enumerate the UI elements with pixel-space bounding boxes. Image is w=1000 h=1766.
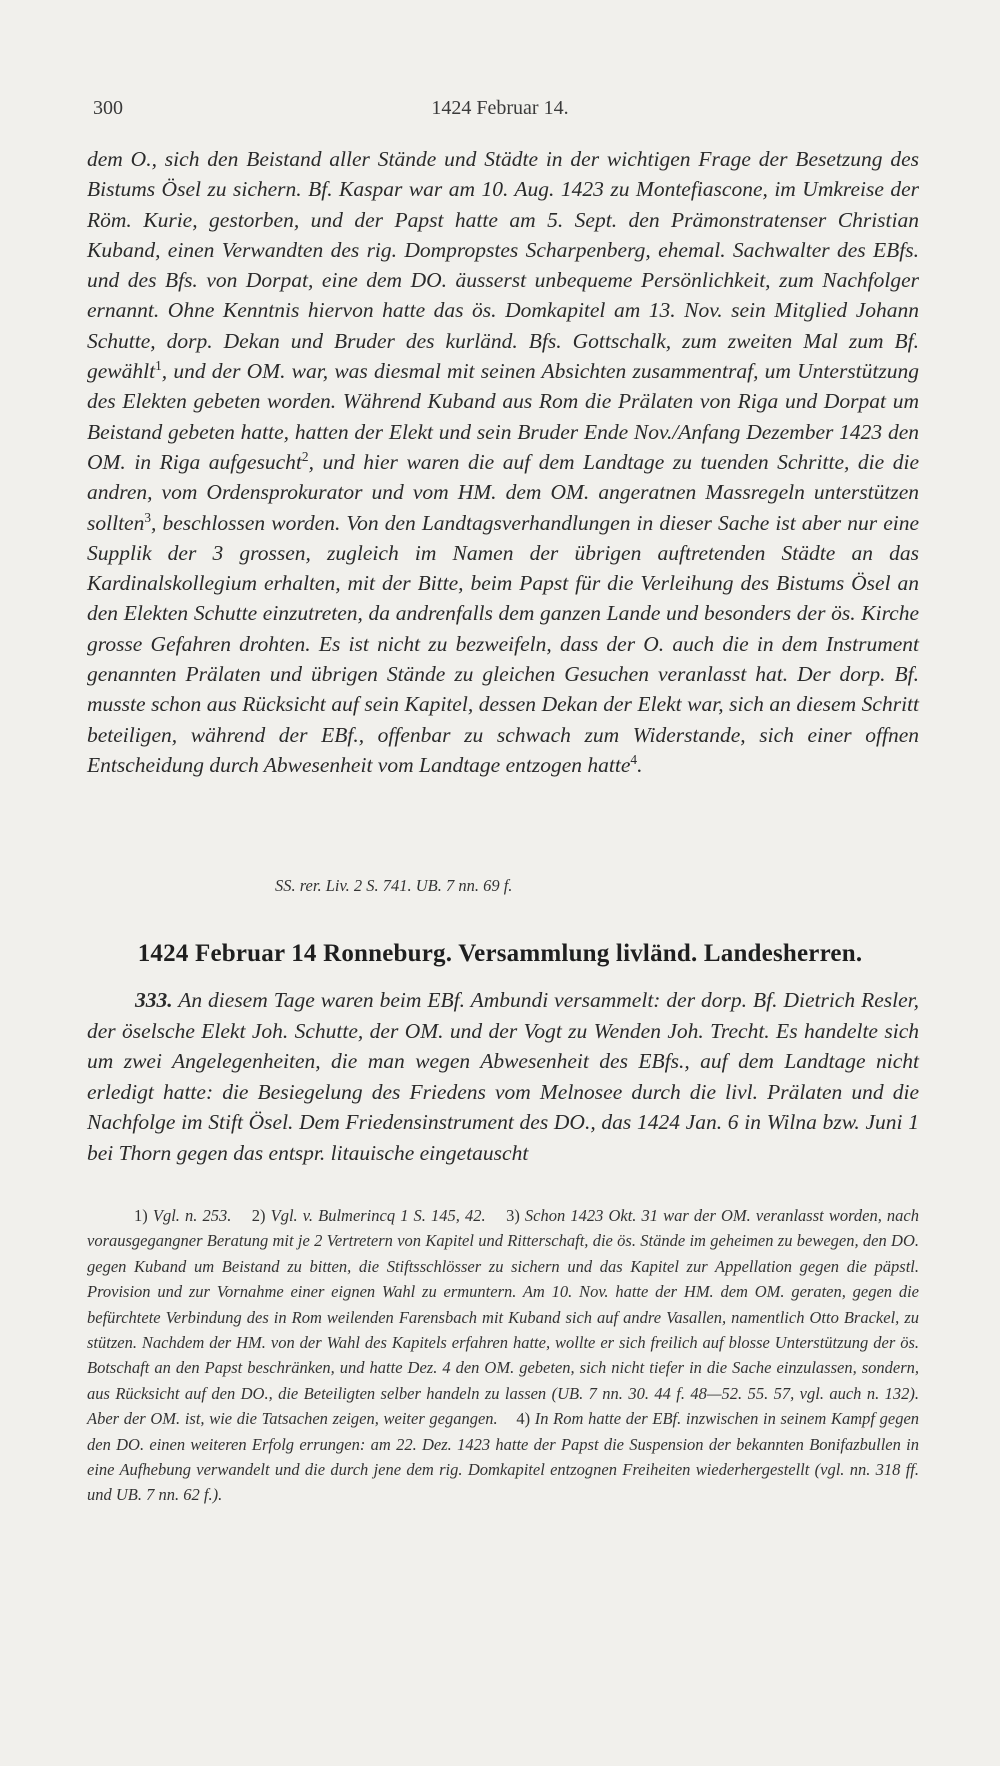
text-segment: . [637,752,643,777]
footnote-ref: 1 [155,357,162,373]
previous-entry-paragraph [87,144,919,780]
footnote-mark: 3) [506,1206,520,1225]
footnotes-paragraph [87,1203,919,1508]
text-segment: , beschlossen worden. Von den Landtagsverhandlungen in dieser Sache ist aber nur eine Supplik der 3 grossen, zugleich im Namen der übrigen auftretenden Städte an das Kardinalskollegium erhalten, mit der Bitte, beim Papst für die Verleihung des Bistums Ösel an den Elekten Schutte einzutreten, da andrenfalls dem ganzen Lande und besonders der ös. Kirche grosse Gefahren drohten. Es ist nicht zu bezweifeln, dass der O. auch die in dem Instrument genannten Prälaten und übrigen Stände zu gleichen Gesuchen veranlasst hat. Der dorp. Bf. musste schon aus Rücksicht auf sein Kapitel, dessen Dekan der Elekt war, sich an diesem Schritt beteiligen, während der EBf., offenbar zu schwach zum Widerstande, sich einer offnen Entscheidung durch Abwesenheit vom Landtage entzogen hatte [87,510,919,777]
footnote-ref: 3 [144,509,152,525]
footnote-ref: 2 [301,448,309,464]
page-header [0,97,1000,127]
footnote-ref: 4 [630,751,638,767]
document-heading: 1424 Februar 14 Ronneburg. Versammlung livländ. Landesherren. [137,940,863,967]
entry-text: An diesem Tage waren beim EBf. Ambundi versammelt: der dorp. Bf. Dietrich Resler, der öselsche Elekt Joh. Schutte, der OM. und der Vogt zu Wenden Joh. Trecht. Es handelte sich um zwei Angelegenheiten, die man wegen Abwesenheit des EBfs., auf dem Landtage nicht erledigt hatte: die Besiegelung des Friedens vom Melnosee durch die livl. Prälaten und die Nachfolge im Stift Ösel. Dem Friedensinstrument des DO., das 1424 Jan. 6 in Wilna bzw. Juni 1 bei Thorn gegen das entspr. litauische eingetauscht [87,988,919,1165]
previous-entry-text [87,144,919,780]
source-references: SS. rer. Liv. 2 S. 741. UB. 7 nn. 69 f. [275,876,513,895]
page-number: 300 [93,97,123,119]
text-segment: , und hier waren die auf dem Landtage zu tuenden Schritte, die die andren, vom Ordensprokurator und vom HM. dem OM. angeratnen Massregeln unterstützen sollten [87,449,919,535]
footnote-1: Vgl. n. 253. [152,1206,232,1225]
footnote-2: Vgl. v. Bulmerincq 1 S. 145, 42. [270,1206,486,1225]
footnote-3: Schon 1423 Okt. 31 war der OM. veranlasst worden, nach vorausgegangner Beratung mit je 2 Vertretern von Kapitel und Ritterschaft, die ös. Stände im geheimen zu bewegen, den DO. gegen Kuband um Beistand zu bitten, die Stiftsschlösser zu sichern und das Kapitel zur Appellation gegen die päpstl. Provision und zur Vornahme einer eignen Wahl zu ermuntern. Am 10. Nov. hatte der HM. dem OM. geraten, gegen die befürchtete Verbindung des in Rom weilenden Farensbach mit Kuband sich auf andre Vasallen, namentlich Otto Brackel, zu stützen. Nachdem der HM. von der Wahl des Kapitels erfahren hatte, wollte er sich freilich auf blosse Unterstützung der ös. Botschaft an den Papst beschränken, und hatte Dez. 4 den OM. gebeten, sich nicht tiefer in die Sache einzulassen, sondern, aus Rücksicht auf den DO., die Beteiligten selber handeln zu lassen (UB. 7 nn. 30. 44 f. 48—52. 55. 57, vgl. auch n. 132). Aber der OM. ist, wie die Tatsachen zeigen, weiter gegangen. [87,1206,920,1429]
entry-number: 333. [135,988,173,1012]
running-head: 1424 Februar 14. [431,97,569,119]
footnote-mark: 2) [251,1206,266,1225]
footnote-mark: 1) [134,1206,148,1225]
footnote-4: In Rom hatte der EBf. inzwischen in seinem Kampf gegen den DO. einen weiteren Erfolg errungen: am 22. Dez. 1423 hatte der Papst die Suspension der bekannten Bonifazbullen in eine Aufhebung verwandelt und die durch jene dem rig. Domkapitel entzognen Freiheiten wiederhergestellt (vgl. nn. 318 ff. und UB. 7 nn. 62 f.). [87,1409,920,1505]
text-segment: , und der OM. war, was diesmal mit seinen Absichten zusammentraf, um Unterstützung des Elekten gebeten worden. Während Kuband aus Rom die Prälaten von Riga und Dorpat um Beistand gebeten hatte, hatten der Elekt und sein Bruder Ende Nov./Anfang Dezember 1423 den OM. in Riga aufgesucht [87,359,919,474]
entry-paragraph [87,985,919,1168]
footnote-mark: 4) [516,1409,531,1429]
entry-333 [87,985,919,1168]
footnotes [87,1203,919,1508]
text-segment: dem O., sich den Beistand aller Stände und Städte in der wichtigen Frage der Besetzung des Bistums Ösel zu sichern. Bf. Kaspar war am 10. Aug. 1423 zu Montefiascone, im Umkreise der Röm. Kurie, gestorben, und der Papst hatte am 5. Sept. den Prämonstratenser Christian Kuband, einen Verwandten des rig. Dompropstes Scharpenberg, ehemal. Sachwalter des EBfs. und des Bfs. von Dorpat, eine dem DO. äusserst unbequeme Persönlichkeit, zum Nachfolger ernannt. Ohne Kenntnis hiervon hatte das ös. Domkapitel am 13. Nov. sein Mitglied Johann Schutte, dorp. Dekan und Bruder des kurländ. Bfs. Gottschalk, zum zweiten Mal zum Bf. gewählt [87,147,919,384]
